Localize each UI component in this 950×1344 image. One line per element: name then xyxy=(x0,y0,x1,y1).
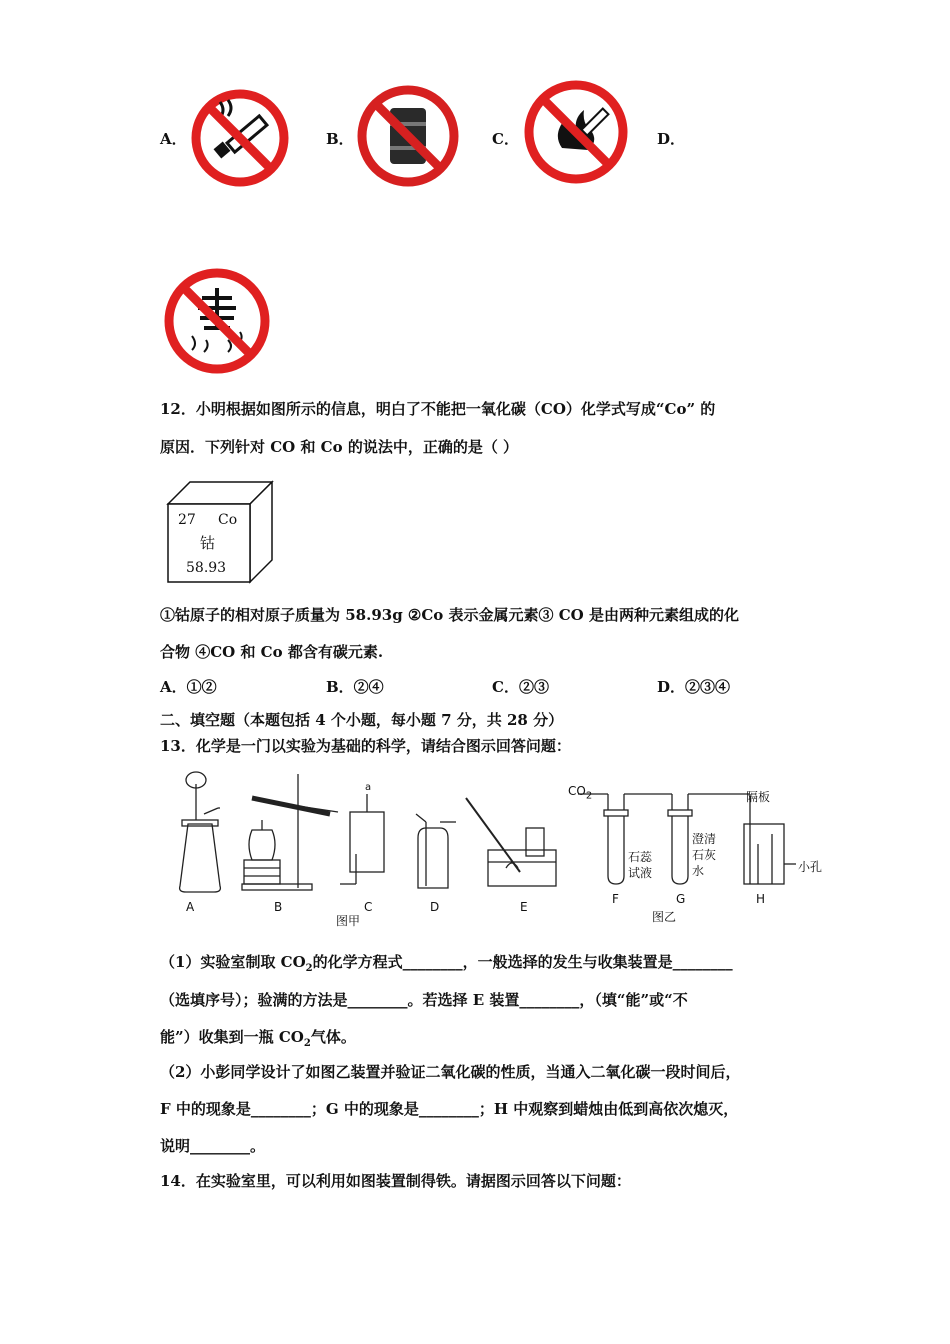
caption-figure-b: 图乙 xyxy=(652,910,677,924)
element-name: 钴 xyxy=(200,534,216,552)
f-text1: 石蕊 xyxy=(628,850,653,864)
label-c: C xyxy=(364,900,373,914)
apparatus-e xyxy=(466,798,556,886)
g-text3: 水 xyxy=(692,864,705,878)
no-fuel-barrel-icon xyxy=(356,84,460,192)
element-symbol: Co xyxy=(218,512,238,528)
option-b-label: B． xyxy=(326,130,354,148)
q12-option-c[interactable]: C．②③ xyxy=(492,678,549,696)
no-open-flame-icon xyxy=(522,78,630,190)
q13-p1-line1: （1）实验室制取 $CO_2$的化学方程式________，一般选择的发生与收集装置是________ xyxy=(160,953,733,974)
label-g: G xyxy=(676,892,686,906)
option-d-label: D． xyxy=(657,130,686,148)
no-fireworks-icon xyxy=(162,266,272,380)
option-c-label: C． xyxy=(492,130,519,148)
q12-statement2: 合物 ④CO 和 Co 都含有碳元素. xyxy=(160,643,384,661)
apparatus-figure xyxy=(160,764,830,934)
g-text2: 石灰 xyxy=(692,848,717,862)
apparatus-f xyxy=(578,794,672,884)
label-b: B xyxy=(274,900,283,914)
c-top-label: a xyxy=(365,782,372,793)
g-text1: 澄清 xyxy=(692,832,717,846)
option-a-label: A． xyxy=(160,130,187,148)
apparatus-a xyxy=(180,772,221,892)
label-d: D xyxy=(430,900,440,914)
q12-line1: 12．小明根据如图所示的信息，明白了不能把一氧化碳（CO）化学式写成“Co” 的 xyxy=(160,400,716,418)
q13-p1-line3: 能”）收集到一瓶 $CO_2$气体。 xyxy=(160,1028,356,1049)
q13-p2-line3: 说明________。 xyxy=(160,1137,266,1155)
label-h: H xyxy=(756,892,766,906)
f-text2: 试液 xyxy=(628,866,653,880)
label-f: F xyxy=(612,892,619,906)
apparatus-d xyxy=(416,814,456,888)
q13-intro: 13．化学是一门以实验为基础的科学，请结合图示回答问题： xyxy=(160,737,571,755)
apparatus-c xyxy=(340,794,384,884)
q13-p2-line2: F 中的现象是________；G 中的现象是________；H 中观察到蜡烛由低到高依次熄灭， xyxy=(160,1100,739,1118)
label-a: A xyxy=(186,900,195,914)
q13-p1-line2: （选填序号）；验满的方法是________。若选择 E 装置________，（填“能”或“不 xyxy=(160,991,688,1009)
atomic-number: 27 xyxy=(178,512,196,528)
periodic-element-cobalt xyxy=(160,478,276,584)
q14-intro: 14．在实验室里，可以利用如图装置制得铁。请据图示回答以下问题： xyxy=(160,1172,631,1190)
q12-option-b[interactable]: B．②④ xyxy=(326,678,384,696)
co2-inlet-label: $CO_2$ xyxy=(568,784,593,802)
q12-option-a[interactable]: A．①② xyxy=(160,678,217,696)
no-smoking-icon xyxy=(190,88,290,192)
q12-statement1: ①钴原子的相对原子质量为 58.93g ②Co 表示金属元素③ CO 是由两种元素组成的化 xyxy=(160,606,739,624)
h-partition-label: 隔板 xyxy=(746,790,771,804)
h-hole-label: 小孔 xyxy=(798,860,823,874)
apparatus-b xyxy=(242,774,338,890)
atomic-mass: 58.93 xyxy=(186,560,227,576)
q13-p2-line1: （2）小彭同学设计了如图乙装置并验证二氧化碳的性质，当通入二氧化碳一段时间后， xyxy=(160,1063,741,1081)
q12-line2: 原因．下列针对 CO 和 Co 的说法中，正确的是（ ） xyxy=(160,438,519,456)
q12-option-d[interactable]: D．②③④ xyxy=(657,678,731,696)
label-e: E xyxy=(520,900,528,914)
section2-title: 二、填空题（本题包括 4 个小题，每小题 7 分，共 28 分） xyxy=(160,711,564,729)
caption-figure-a: 图甲 xyxy=(336,914,361,928)
apparatus-h xyxy=(744,794,796,884)
